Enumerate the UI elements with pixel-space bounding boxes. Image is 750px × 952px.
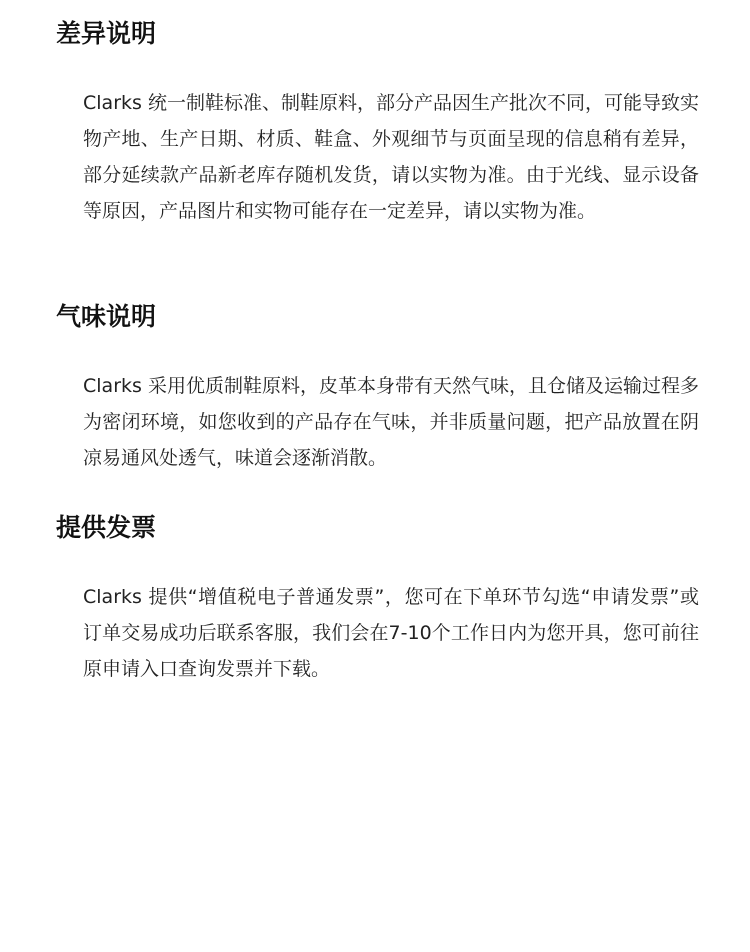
difference-title: 差异说明 [56,19,157,48]
smell-title: 气味说明 [56,302,157,331]
difference-body: Clarks 统一制鞋标准、制鞋原料，部分产品因生产批次不同，可能导致实物产地、生产日期、材质、鞋盒、外观细节与页面呈现的信息稍有差异，部分延续款产品新老库存随机发货，请以实物为准。由于光线、显示设备等原因，产品图片和实物可能存在一定差异，请以实物为准。 [83,92,699,222]
smell-section [56,301,716,469]
smell-body: Clarks 采用优质制鞋原料，皮革本身带有天然气味，且仓储及运输过程多为密闭环境，如您收到的产品存在气味，并非质量问题，把产品放置在阴凉易通风处透气，味道会逐渐消散。 [83,375,699,469]
invoice-body: Clarks 提供“增值税电子普通发票”，您可在下单环节勾选“申请发票”或订单交易成功后联系客服，我们会在7-10个工作日内为您开具，您可前往原申请入口查询发票并下载。 [83,586,699,680]
invoice-section [56,512,716,680]
invoice-title: 提供发票 [56,513,157,542]
difference-section [56,18,716,222]
